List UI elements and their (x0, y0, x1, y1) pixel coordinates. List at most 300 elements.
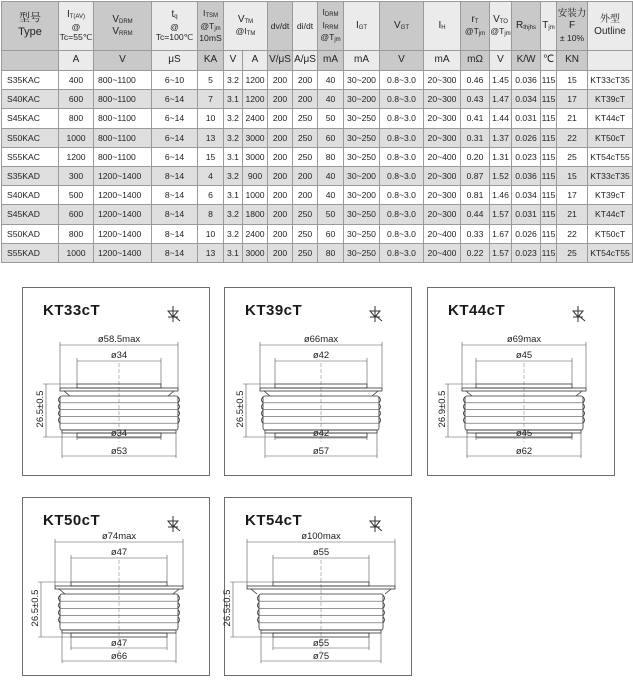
cell-rt: 0.31 (461, 128, 490, 147)
rt-symbol: $r_T$ (471, 13, 479, 25)
cell-didt: 250 (293, 109, 318, 128)
cell-type: S50KAC (2, 128, 59, 147)
cell-idrm: 80 (318, 147, 344, 166)
type-label-cn: 型号 (19, 12, 41, 25)
top-diameter-label: ø45 (515, 350, 533, 361)
unit-cell: V (380, 51, 424, 71)
base-diameter-label: ø62 (515, 446, 533, 457)
height-label: 26.5±0.5 (35, 390, 46, 428)
header-row (2, 2, 633, 51)
cell-idrm: 50 (318, 109, 344, 128)
force-tolerance: ± 10% (559, 32, 585, 43)
cell-tq: 8~14 (152, 166, 198, 185)
unit-outline (588, 51, 633, 71)
package-card (22, 287, 210, 476)
tq-symbol: $t_q$ (171, 9, 178, 21)
cell-igt: 30~250 (344, 224, 380, 243)
package-title: KT54cT (245, 512, 303, 529)
cell-itav: 400 (59, 71, 94, 90)
cell-didt: 250 (293, 205, 318, 224)
cell-force: 17 (557, 90, 588, 109)
table-row (2, 166, 633, 185)
height-label: 26.5±0.5 (222, 589, 233, 627)
unit-cell: ℃ (541, 51, 557, 71)
cell-didt: 250 (293, 243, 318, 262)
cell-ih: 20~300 (424, 109, 461, 128)
cell-vgt: 0.8~3.0 (380, 109, 424, 128)
outline-label-en: Outline (594, 26, 626, 37)
bottom-diameter-label: ø55 (312, 638, 330, 649)
cell-idrm: 40 (318, 166, 344, 185)
table-row (2, 90, 633, 109)
table-row (2, 109, 633, 128)
base-diameter-label: ø75 (312, 651, 330, 662)
cell-itsm: 5 (198, 71, 224, 90)
thyristor-symbol-icon (573, 306, 585, 322)
cell-idrm: 60 (318, 224, 344, 243)
cell-didt: 250 (293, 224, 318, 243)
cell-didt: 200 (293, 90, 318, 109)
cell-rth: 0.023 (512, 243, 541, 262)
cell-igt: 30~200 (344, 90, 380, 109)
cell-tq: 8~14 (152, 186, 198, 205)
table-row (2, 147, 633, 166)
base-diameter-label: ø66 (110, 651, 128, 662)
header-force (557, 2, 588, 51)
cell-vtm: 3.2 (224, 205, 243, 224)
cell-vgt: 0.8~3.0 (380, 90, 424, 109)
cell-rt: 0.44 (461, 205, 490, 224)
cell-type: S55KAC (2, 147, 59, 166)
cell-itsm: 7 (198, 90, 224, 109)
cell-itm: 3000 (243, 243, 268, 262)
unit-cell: V (224, 51, 243, 71)
cell-outline: KT33cT35 (588, 166, 633, 185)
bottom-diameter-label: ø47 (110, 638, 128, 649)
unit-cell: KA (198, 51, 224, 71)
cell-vdrm: 800~1100 (94, 128, 152, 147)
outline-label-cn: 外型 (600, 13, 621, 25)
cell-ih: 20~300 (424, 128, 461, 147)
max-diameter-label: ø66max (303, 334, 339, 345)
cell-vgt: 0.8~3.0 (380, 147, 424, 166)
cell-outline: KT39cT (588, 186, 633, 205)
tq-cond: Tc=100℃ (155, 32, 194, 43)
cell-itsm: 15 (198, 147, 224, 166)
table-row (2, 186, 633, 205)
cell-vtm: 3.1 (224, 90, 243, 109)
cell-itav: 500 (59, 186, 94, 205)
cell-itsm: 8 (198, 205, 224, 224)
cell-didt: 200 (293, 186, 318, 205)
cell-force: 15 (557, 71, 588, 90)
unit-cell: mA (424, 51, 461, 71)
cell-vto: 1.57 (490, 243, 512, 262)
tq-at: @ (170, 21, 179, 32)
cell-force: 22 (557, 128, 588, 147)
cell-ih: 20~300 (424, 205, 461, 224)
cell-force: 22 (557, 224, 588, 243)
top-diameter-label: ø42 (312, 350, 330, 361)
itsm-at: $@T_{jm}$ (200, 20, 221, 32)
cell-igt: 30~200 (344, 166, 380, 185)
package-card (224, 497, 412, 676)
cell-force: 25 (557, 243, 588, 262)
cell-igt: 30~250 (344, 205, 380, 224)
cell-igt: 30~250 (344, 109, 380, 128)
base-diameter-label: ø53 (110, 446, 128, 457)
cell-rt: 0.41 (461, 109, 490, 128)
table-row (2, 243, 633, 262)
force-label-cn: 安装力 (557, 8, 587, 20)
itav-cond: Tc=55℃ (59, 32, 93, 43)
irrm-symbol: $I_{RRM}$ (322, 19, 339, 31)
cell-rth: 0.026 (512, 128, 541, 147)
cell-vto: 1.57 (490, 205, 512, 224)
cell-force: 15 (557, 166, 588, 185)
type-label-en: Type (18, 26, 42, 38)
cell-tjm: 115 (541, 186, 557, 205)
cell-itav: 600 (59, 90, 94, 109)
cell-vtm: 3.1 (224, 186, 243, 205)
cell-type: S40KAD (2, 186, 59, 205)
itav-at: @ (71, 21, 81, 32)
cell-itsm: 6 (198, 186, 224, 205)
header-type (2, 2, 59, 51)
cell-tq: 8~14 (152, 224, 198, 243)
itav-symbol: $I_{T(AV)}$ (66, 9, 85, 21)
cell-itav: 1000 (59, 243, 94, 262)
cell-tjm: 115 (541, 224, 557, 243)
cell-vto: 1.52 (490, 166, 512, 185)
header-outline (588, 2, 633, 51)
cell-ih: 20~400 (424, 243, 461, 262)
max-diameter-label: ø74max (101, 531, 137, 542)
rt-at: $@T_{jm}$ (464, 26, 486, 37)
cell-dvdt: 200 (268, 243, 293, 262)
cell-outline: KT54cT55 (588, 147, 633, 166)
cell-ih: 20~300 (424, 71, 461, 90)
cell-type: S35KAD (2, 166, 59, 185)
cell-vgt: 0.8~3.0 (380, 128, 424, 147)
cell-itav: 300 (59, 166, 94, 185)
package-title: KT50cT (43, 512, 101, 529)
unit-cell: V/μS (268, 51, 293, 71)
cell-tjm: 115 (541, 109, 557, 128)
table-row (2, 205, 633, 224)
thyristor-symbol-icon (168, 516, 180, 532)
cell-igt: 30~250 (344, 147, 380, 166)
unit-cell: A (59, 51, 94, 71)
top-diameter-label: ø47 (110, 547, 128, 558)
cell-idrm: 40 (318, 71, 344, 90)
cell-force: 21 (557, 205, 588, 224)
cell-tq: 6~14 (152, 128, 198, 147)
bottom-diameter-label: ø42 (312, 428, 330, 439)
cell-rth: 0.026 (512, 224, 541, 243)
cell-rt: 0.22 (461, 243, 490, 262)
cell-rth: 0.023 (512, 147, 541, 166)
cell-vto: 1.45 (490, 71, 512, 90)
cell-itsm: 4 (198, 166, 224, 185)
thyristor-symbol-icon (370, 306, 382, 322)
vto-at: $@T_{jm}$ (490, 26, 511, 37)
cell-type: S45KAD (2, 205, 59, 224)
unit-cell: KN (557, 51, 588, 71)
header-vto (490, 2, 512, 51)
cell-type: S40KAC (2, 90, 59, 109)
cell-ih: 20~300 (424, 90, 461, 109)
cell-tq: 8~14 (152, 205, 198, 224)
cell-vdrm: 1200~1400 (94, 186, 152, 205)
unit-cell: A/μS (293, 51, 318, 71)
cell-type: S50KAD (2, 224, 59, 243)
cell-outline: KT39cT (588, 90, 633, 109)
vrrm-symbol: $V_{RRM}$ (112, 26, 133, 37)
thyristor-symbol-icon (370, 516, 382, 532)
height-label: 26.9±0.5 (437, 390, 448, 428)
header-dvdt: dv/dt (268, 2, 293, 51)
cell-itm: 3000 (243, 128, 268, 147)
cell-vtm: 3.2 (224, 166, 243, 185)
cell-dvdt: 200 (268, 128, 293, 147)
height-label: 26.5±0.5 (30, 589, 41, 627)
cell-rth: 0.034 (512, 186, 541, 205)
cell-vdrm: 800~1100 (94, 90, 152, 109)
package-card (224, 287, 412, 476)
cell-rth: 0.036 (512, 166, 541, 185)
cell-idrm: 80 (318, 243, 344, 262)
base-diameter-label: ø57 (312, 446, 330, 457)
cell-vgt: 0.8~3.0 (380, 71, 424, 90)
cell-idrm: 60 (318, 128, 344, 147)
cell-vtm: 3.2 (224, 71, 243, 90)
idrm-symbol: $I_{DRM}$ (322, 7, 339, 19)
cell-dvdt: 200 (268, 147, 293, 166)
max-diameter-label: ø69max (506, 334, 542, 345)
cell-rt: 0.20 (461, 147, 490, 166)
header-vdrm (94, 2, 152, 51)
spec-table-body (2, 71, 633, 263)
unit-cell: mA (318, 51, 344, 71)
cell-itav: 1200 (59, 147, 94, 166)
cell-igt: 30~200 (344, 186, 380, 205)
cell-itav: 800 (59, 224, 94, 243)
cell-itm: 3000 (243, 147, 268, 166)
bottom-diameter-label: ø45 (515, 428, 533, 439)
header-tq (152, 2, 198, 51)
cell-itav: 600 (59, 205, 94, 224)
cell-force: 21 (557, 109, 588, 128)
cell-tq: 6~14 (152, 147, 198, 166)
cell-igt: 30~200 (344, 71, 380, 90)
cell-rt: 0.87 (461, 166, 490, 185)
package-drawing (428, 288, 614, 475)
package-title: KT39cT (245, 302, 303, 319)
cell-dvdt: 200 (268, 90, 293, 109)
cell-dvdt: 200 (268, 109, 293, 128)
cell-didt: 250 (293, 147, 318, 166)
cell-itm: 2400 (243, 224, 268, 243)
cell-vgt: 0.8~3.0 (380, 243, 424, 262)
cell-vdrm: 1200~1400 (94, 166, 152, 185)
cell-itav: 800 (59, 109, 94, 128)
force-symbol: F (568, 20, 576, 32)
cell-vdrm: 800~1100 (94, 71, 152, 90)
unit-cell: V (94, 51, 152, 71)
itsm-symbol: $I_{TSM}$ (202, 8, 219, 20)
cell-rth: 0.036 (512, 71, 541, 90)
vdrm-symbol: $V_{DRM}$ (112, 13, 133, 25)
cell-vto: 1.37 (490, 128, 512, 147)
cell-tq: 6~14 (152, 90, 198, 109)
unit-cell: V (490, 51, 512, 71)
cell-ih: 20~300 (424, 186, 461, 205)
cell-itm: 1200 (243, 71, 268, 90)
cell-itsm: 10 (198, 224, 224, 243)
cell-didt: 200 (293, 71, 318, 90)
cell-ih: 20~400 (424, 224, 461, 243)
cell-outline: KT33cT35 (588, 71, 633, 90)
header-itav (59, 2, 94, 51)
cell-tq: 8~14 (152, 243, 198, 262)
cell-vdrm: 1200~1400 (94, 224, 152, 243)
unit-cell: A (243, 51, 268, 71)
header-didt: di/dt (293, 2, 318, 51)
cell-itm: 900 (243, 166, 268, 185)
cell-outline: KT44cT (588, 205, 633, 224)
cell-vdrm: 1200~1400 (94, 205, 152, 224)
package-drawing (225, 288, 411, 475)
header-rth: $R_{thjhs}$ (512, 2, 541, 51)
table-row (2, 128, 633, 147)
cell-vto: 1.44 (490, 109, 512, 128)
package-title: KT44cT (448, 302, 506, 319)
header-vtm (224, 2, 268, 51)
top-diameter-label: ø34 (110, 350, 128, 361)
package-card (22, 497, 210, 676)
header-rt (461, 2, 490, 51)
cell-outline: KT50cT (588, 128, 633, 147)
cell-tjm: 115 (541, 243, 557, 262)
cell-type: S55KAD (2, 243, 59, 262)
cell-itsm: 10 (198, 109, 224, 128)
cell-vtm: 3.2 (224, 109, 243, 128)
cell-itm: 1000 (243, 186, 268, 205)
cell-idrm: 40 (318, 186, 344, 205)
cell-dvdt: 200 (268, 166, 293, 185)
cell-vgt: 0.8~3.0 (380, 224, 424, 243)
cell-tjm: 115 (541, 90, 557, 109)
cell-rt: 0.81 (461, 186, 490, 205)
cell-vtm: 3.1 (224, 243, 243, 262)
header-tjm: $T_{jm}$ (541, 2, 557, 51)
cell-tjm: 115 (541, 71, 557, 90)
header-igt: $I_{GT}$ (344, 2, 380, 51)
height-label: 26.5±0.5 (235, 390, 246, 428)
cell-igt: 30~250 (344, 128, 380, 147)
cell-tjm: 115 (541, 205, 557, 224)
cell-didt: 200 (293, 166, 318, 185)
cell-vgt: 0.8~3.0 (380, 186, 424, 205)
max-diameter-label: ø100max (301, 531, 341, 542)
package-title: KT33cT (43, 302, 101, 319)
itsm-cond: 10mS (199, 33, 222, 44)
cell-outline: KT54cT55 (588, 243, 633, 262)
cell-itm: 2400 (243, 109, 268, 128)
cell-force: 25 (557, 147, 588, 166)
header-itsm (198, 2, 224, 51)
header-ih: $I_H$ (424, 2, 461, 51)
table-row (2, 224, 633, 243)
cell-vgt: 0.8~3.0 (380, 166, 424, 185)
cell-didt: 250 (293, 128, 318, 147)
unit-type (2, 51, 59, 71)
cell-vdrm: 800~1100 (94, 109, 152, 128)
cell-ih: 20~300 (424, 166, 461, 185)
vto-symbol: $V_{TO}$ (493, 13, 508, 25)
unit-cell: μS (152, 51, 198, 71)
vtm-at: $@I_{TM}$ (235, 26, 256, 37)
package-drawing (23, 498, 209, 675)
cell-outline: KT50cT (588, 224, 633, 243)
cell-vtm: 3.2 (224, 128, 243, 147)
cell-vdrm: 1200~1400 (94, 243, 152, 262)
package-drawing (222, 498, 411, 675)
cell-itav: 1000 (59, 128, 94, 147)
cell-tjm: 115 (541, 166, 557, 185)
cell-rth: 0.034 (512, 90, 541, 109)
cell-type: S45KAC (2, 109, 59, 128)
cell-rt: 0.33 (461, 224, 490, 243)
unit-cell: K/W (512, 51, 541, 71)
cell-force: 17 (557, 186, 588, 205)
cell-dvdt: 200 (268, 186, 293, 205)
package-drawing (23, 288, 209, 475)
cell-vto: 1.46 (490, 186, 512, 205)
cell-dvdt: 200 (268, 71, 293, 90)
cell-itm: 1800 (243, 205, 268, 224)
cell-vto: 1.31 (490, 147, 512, 166)
cell-dvdt: 200 (268, 224, 293, 243)
cell-tq: 6~10 (152, 71, 198, 90)
spec-table (1, 1, 633, 263)
cell-rth: 0.031 (512, 109, 541, 128)
table-row (2, 71, 633, 90)
cell-vtm: 3.2 (224, 224, 243, 243)
bottom-diameter-label: ø34 (110, 428, 128, 439)
units-row (2, 51, 633, 71)
cell-tq: 6~14 (152, 109, 198, 128)
cell-dvdt: 200 (268, 205, 293, 224)
cell-idrm: 50 (318, 205, 344, 224)
cell-vto: 1.47 (490, 90, 512, 109)
cell-idrm: 40 (318, 90, 344, 109)
cell-type: S35KAC (2, 71, 59, 90)
package-card (427, 287, 615, 476)
cell-rth: 0.031 (512, 205, 541, 224)
cell-tjm: 115 (541, 128, 557, 147)
vtm-symbol: $V_{TM}$ (237, 13, 254, 25)
cell-itsm: 13 (198, 128, 224, 147)
cell-vtm: 3.1 (224, 147, 243, 166)
unit-cell: mA (344, 51, 380, 71)
cell-vdrm: 800~1100 (94, 147, 152, 166)
cell-tjm: 115 (541, 147, 557, 166)
cell-rt: 0.46 (461, 71, 490, 90)
cell-igt: 30~250 (344, 243, 380, 262)
header-idrm (318, 2, 344, 51)
